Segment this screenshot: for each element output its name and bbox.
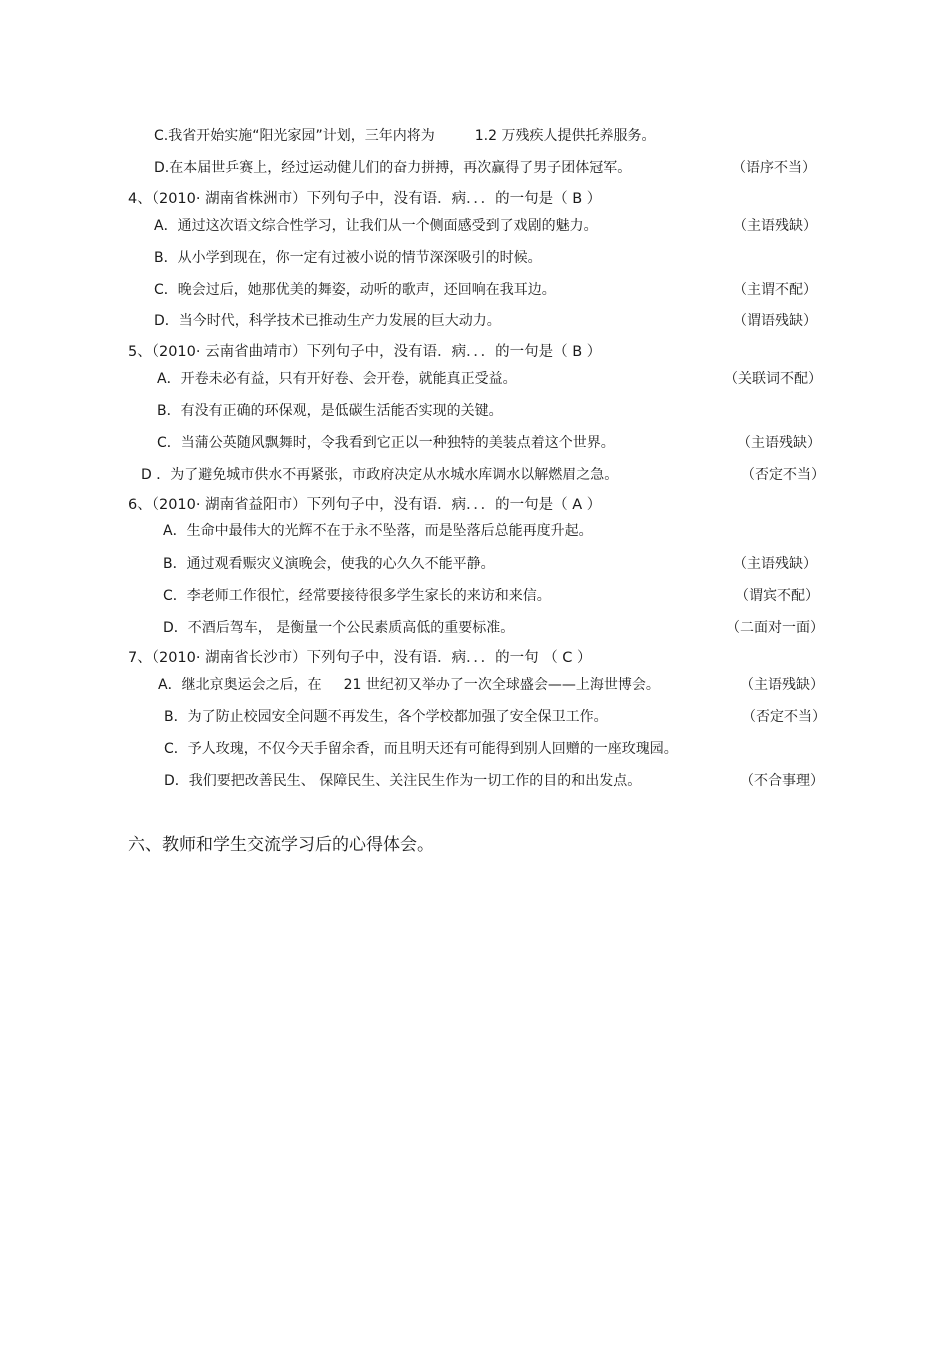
option-b-q7: B．为了防止校园安全问题不再发生，各个学校都加强了安全保卫工作。 (164, 709, 608, 725)
question-5-stem: 5、（2010· 云南省曲靖市）下列句子中，没有语．病．．．的一句是（ B ） (128, 344, 602, 360)
question-7-stem: 7、（2010· 湖南省长沙市）下列句子中，没有语．病．．．的一句 （ C ） (128, 650, 592, 666)
option-d-q4: D．当今时代，科学技术已推动生产力发展的巨大动力。 (154, 313, 501, 329)
option-d-q7: D．我们要把改善民生、 保障民生、关注民生作为一切工作的目的和出发点。 (164, 773, 642, 789)
option-c-q6: C．李老师工作很忙，经常要接待很多学生家长的来访和来信。 (163, 588, 551, 604)
option-text: A．继北京奥运会之后，在 (158, 677, 322, 693)
error-note: （不合事理） (740, 773, 824, 789)
error-note: （二面对一面） (726, 620, 824, 636)
option-b-q4: B．从小学到现在，你一定有过被小说的情节深深吸引的时候。 (154, 250, 542, 266)
question-6-stem: 6、（2010· 湖南省益阳市）下列句子中，没有语．病．．．的一句是（ A ） (128, 497, 602, 513)
option-c-q4: C．晚会过后，她那优美的舞姿，动听的歌声，还回响在我耳边。 (154, 282, 556, 298)
error-note: （否定不当） (741, 467, 825, 483)
error-note: （谓宾不配） (735, 588, 819, 604)
error-note: （语序不当） (732, 160, 816, 176)
option-b-q6: B．通过观看赈灾义演晚会，使我的心久久不能平静。 (163, 556, 495, 572)
option-d-q6: D．不酒后驾车， 是衡量一个公民素质高低的重要标准。 (163, 620, 515, 636)
option-d-q3: D.在本届世乒赛上，经过运动健儿们的奋力拼搏，再次赢得了男子团体冠军。 (154, 160, 632, 176)
error-note: （主语残缺） (740, 677, 824, 693)
error-note: （主谓不配） (733, 282, 817, 298)
option-c-q5: C．当蒲公英随风飘舞时，令我看到它正以一种独特的美装点着这个世界。 (157, 435, 615, 451)
option-d-q5: D ．为了避免城市供水不再紧张，市政府决定从水城水库调水以解燃眉之急。 (141, 467, 619, 483)
error-note: （关联词不配） (724, 371, 822, 387)
section-heading-six: 六、教师和学生交流学习后的心得体会。 (128, 835, 434, 855)
error-note: （谓语残缺） (733, 313, 817, 329)
error-note: （主语残缺） (733, 556, 817, 572)
error-note: （主语残缺） (737, 435, 821, 451)
option-a-q7 (158, 676, 660, 694)
option-c-q7: C．予人玫瑰，不仅今天手留余香，而且明天还有可能得到别人回赠的一座玫瑰园。 (164, 741, 678, 757)
option-text: C.我省开始实施“阳光家园”计划，三年内将为 (154, 128, 435, 144)
option-a-q4: A．通过这次语文综合性学习，让我们从一个侧面感受到了戏剧的魅力。 (154, 218, 598, 234)
error-note: （主语残缺） (733, 218, 817, 234)
error-note: （否定不当） (742, 709, 826, 725)
option-b-q5: B．有没有正确的环保观，是低碳生活能否实现的关键。 (157, 403, 503, 419)
option-text-cont: 1.2 万残疾人提供托养服务。 (474, 128, 656, 144)
question-4-stem: 4、（2010· 湖南省株洲市）下列句子中，没有语．病．．．的一句是（ B ） (128, 191, 602, 207)
option-a-q5: A．开卷未必有益，只有开好卷、会开卷，就能真正受益。 (157, 371, 517, 387)
option-a-q6: A．生命中最伟大的光辉不在于永不坠落，而是坠落后总能再度升起。 (163, 523, 593, 539)
option-c-q3 (154, 127, 655, 145)
option-text-cont: 21 世纪初又举办了一次全球盛会——上海世博会。 (343, 677, 660, 693)
